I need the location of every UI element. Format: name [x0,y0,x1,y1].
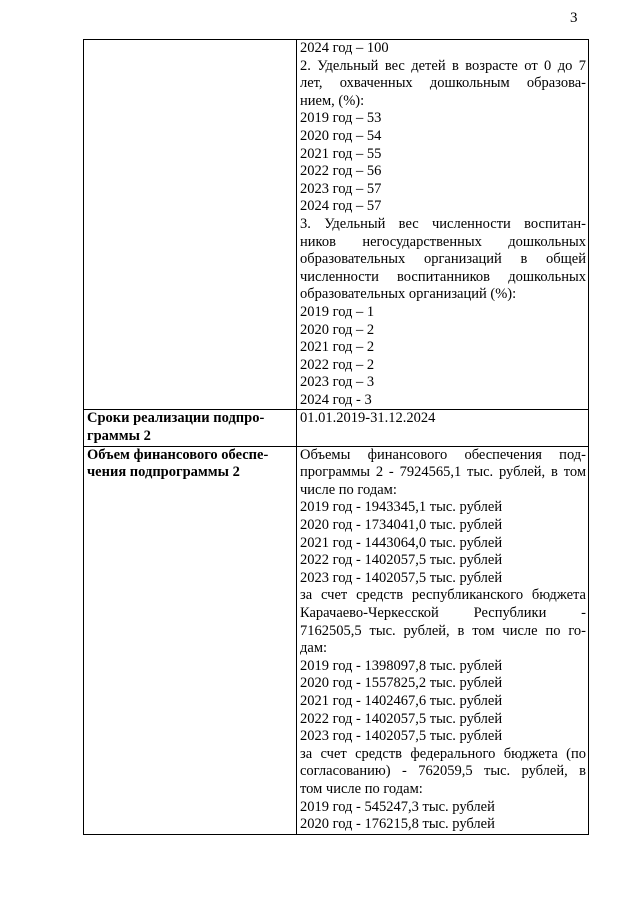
text-line: 2019 год - 1943345,1 тыс. рублей [300,499,503,516]
text-line: 2. Удельный вес детей в возрасте от 0 до 7 [300,57,586,74]
text-line: 2023 год - 1402057,5 тыс. рублей [300,569,503,586]
text-line: 2024 год – 100 [300,40,389,56]
period-value: 01.01.2019-31.12.2024 [300,410,436,427]
text-line: численности воспитанников дошкольных [300,268,586,285]
text-line: 3. Удельный вес численности воспитан- [300,215,586,232]
indicators-cell [297,40,589,410]
text-line: 2022 год – 2 [300,356,375,373]
text-line: лет, охваченных дошкольным образова- [300,75,586,92]
text-line: 2021 год – 55 [300,145,382,162]
text-line: 2022 год - 1402057,5 тыс. рублей [300,710,503,727]
text-line: 2021 год – 2 [300,339,375,356]
table-row [84,410,589,446]
text-line: 2020 год – 54 [300,127,382,144]
text-line: 2020 год - 1734041,0 тыс. рублей [300,517,503,534]
text-line: образовательных организаций в общей [300,251,586,268]
text-line: 2021 год - 1402467,6 тыс. рублей [300,692,503,709]
page-number: 3 [570,10,578,26]
table-row [84,446,589,834]
text-line: Карачаево-Черкесской Республики - [300,605,586,621]
label-cell-empty [84,40,297,410]
period-value-cell [297,410,589,446]
text-line: 2023 год – 57 [300,180,382,197]
text-line: 2023 год – 3 [300,374,375,391]
text-line: 2024 год – 57 [300,198,382,215]
text-line: 2019 год – 1 [300,303,375,320]
text-line: программы 2 - 7924565,1 тыс. рублей, в том [300,464,586,481]
label-line: Объем финансового обеспе- [87,446,269,463]
text-line: 2022 год – 56 [300,163,382,180]
text-line: 7162505,5 тыс. рублей, в том числе по го- [300,622,586,639]
label-cell-funding [84,446,297,834]
text-line: 2019 год - 1398097,8 тыс. рублей [300,657,503,674]
text-line: образовательных организаций (%): [300,286,517,303]
label-cell-period [84,410,297,446]
text-line: том числе по годам: [300,780,423,797]
text-line: 2020 год – 2 [300,321,375,338]
table-row [84,40,589,410]
label-line: граммы 2 [87,428,151,445]
label-line: Сроки реализации подпро- [87,410,265,427]
passport-table [83,39,589,835]
text-line: Объемы финансового обеспечения под- [300,446,586,463]
text-line: за счет средств федерального бюджета (по [300,745,586,762]
text-line: нием, (%): [300,92,365,109]
text-line: 2023 год - 1402057,5 тыс. рублей [300,728,503,745]
funding-cell [297,446,589,834]
text-line: 2019 год – 53 [300,110,382,127]
text-line: числе по годам: [300,481,397,498]
text-line: 2021 год - 1443064,0 тыс. рублей [300,534,503,551]
text-line: согласованию) - 762059,5 тыс. рублей, в [300,763,586,780]
text-line: 2020 год - 176215,8 тыс. рублей [300,816,495,833]
text-line: дам: [300,640,328,657]
text-line: 2024 год - 3 [300,391,372,408]
text-line: 2022 год - 1402057,5 тыс. рублей [300,552,503,569]
label-line: чения подпрограммы 2 [87,464,240,481]
text-line: ников негосударственных дошкольных [300,233,586,250]
text-line: 2020 год - 1557825,2 тыс. рублей [300,675,503,692]
text-line: за счет средств республиканского бюджета [300,587,586,604]
text-line: 2019 год - 545247,3 тыс. рублей [300,798,495,815]
